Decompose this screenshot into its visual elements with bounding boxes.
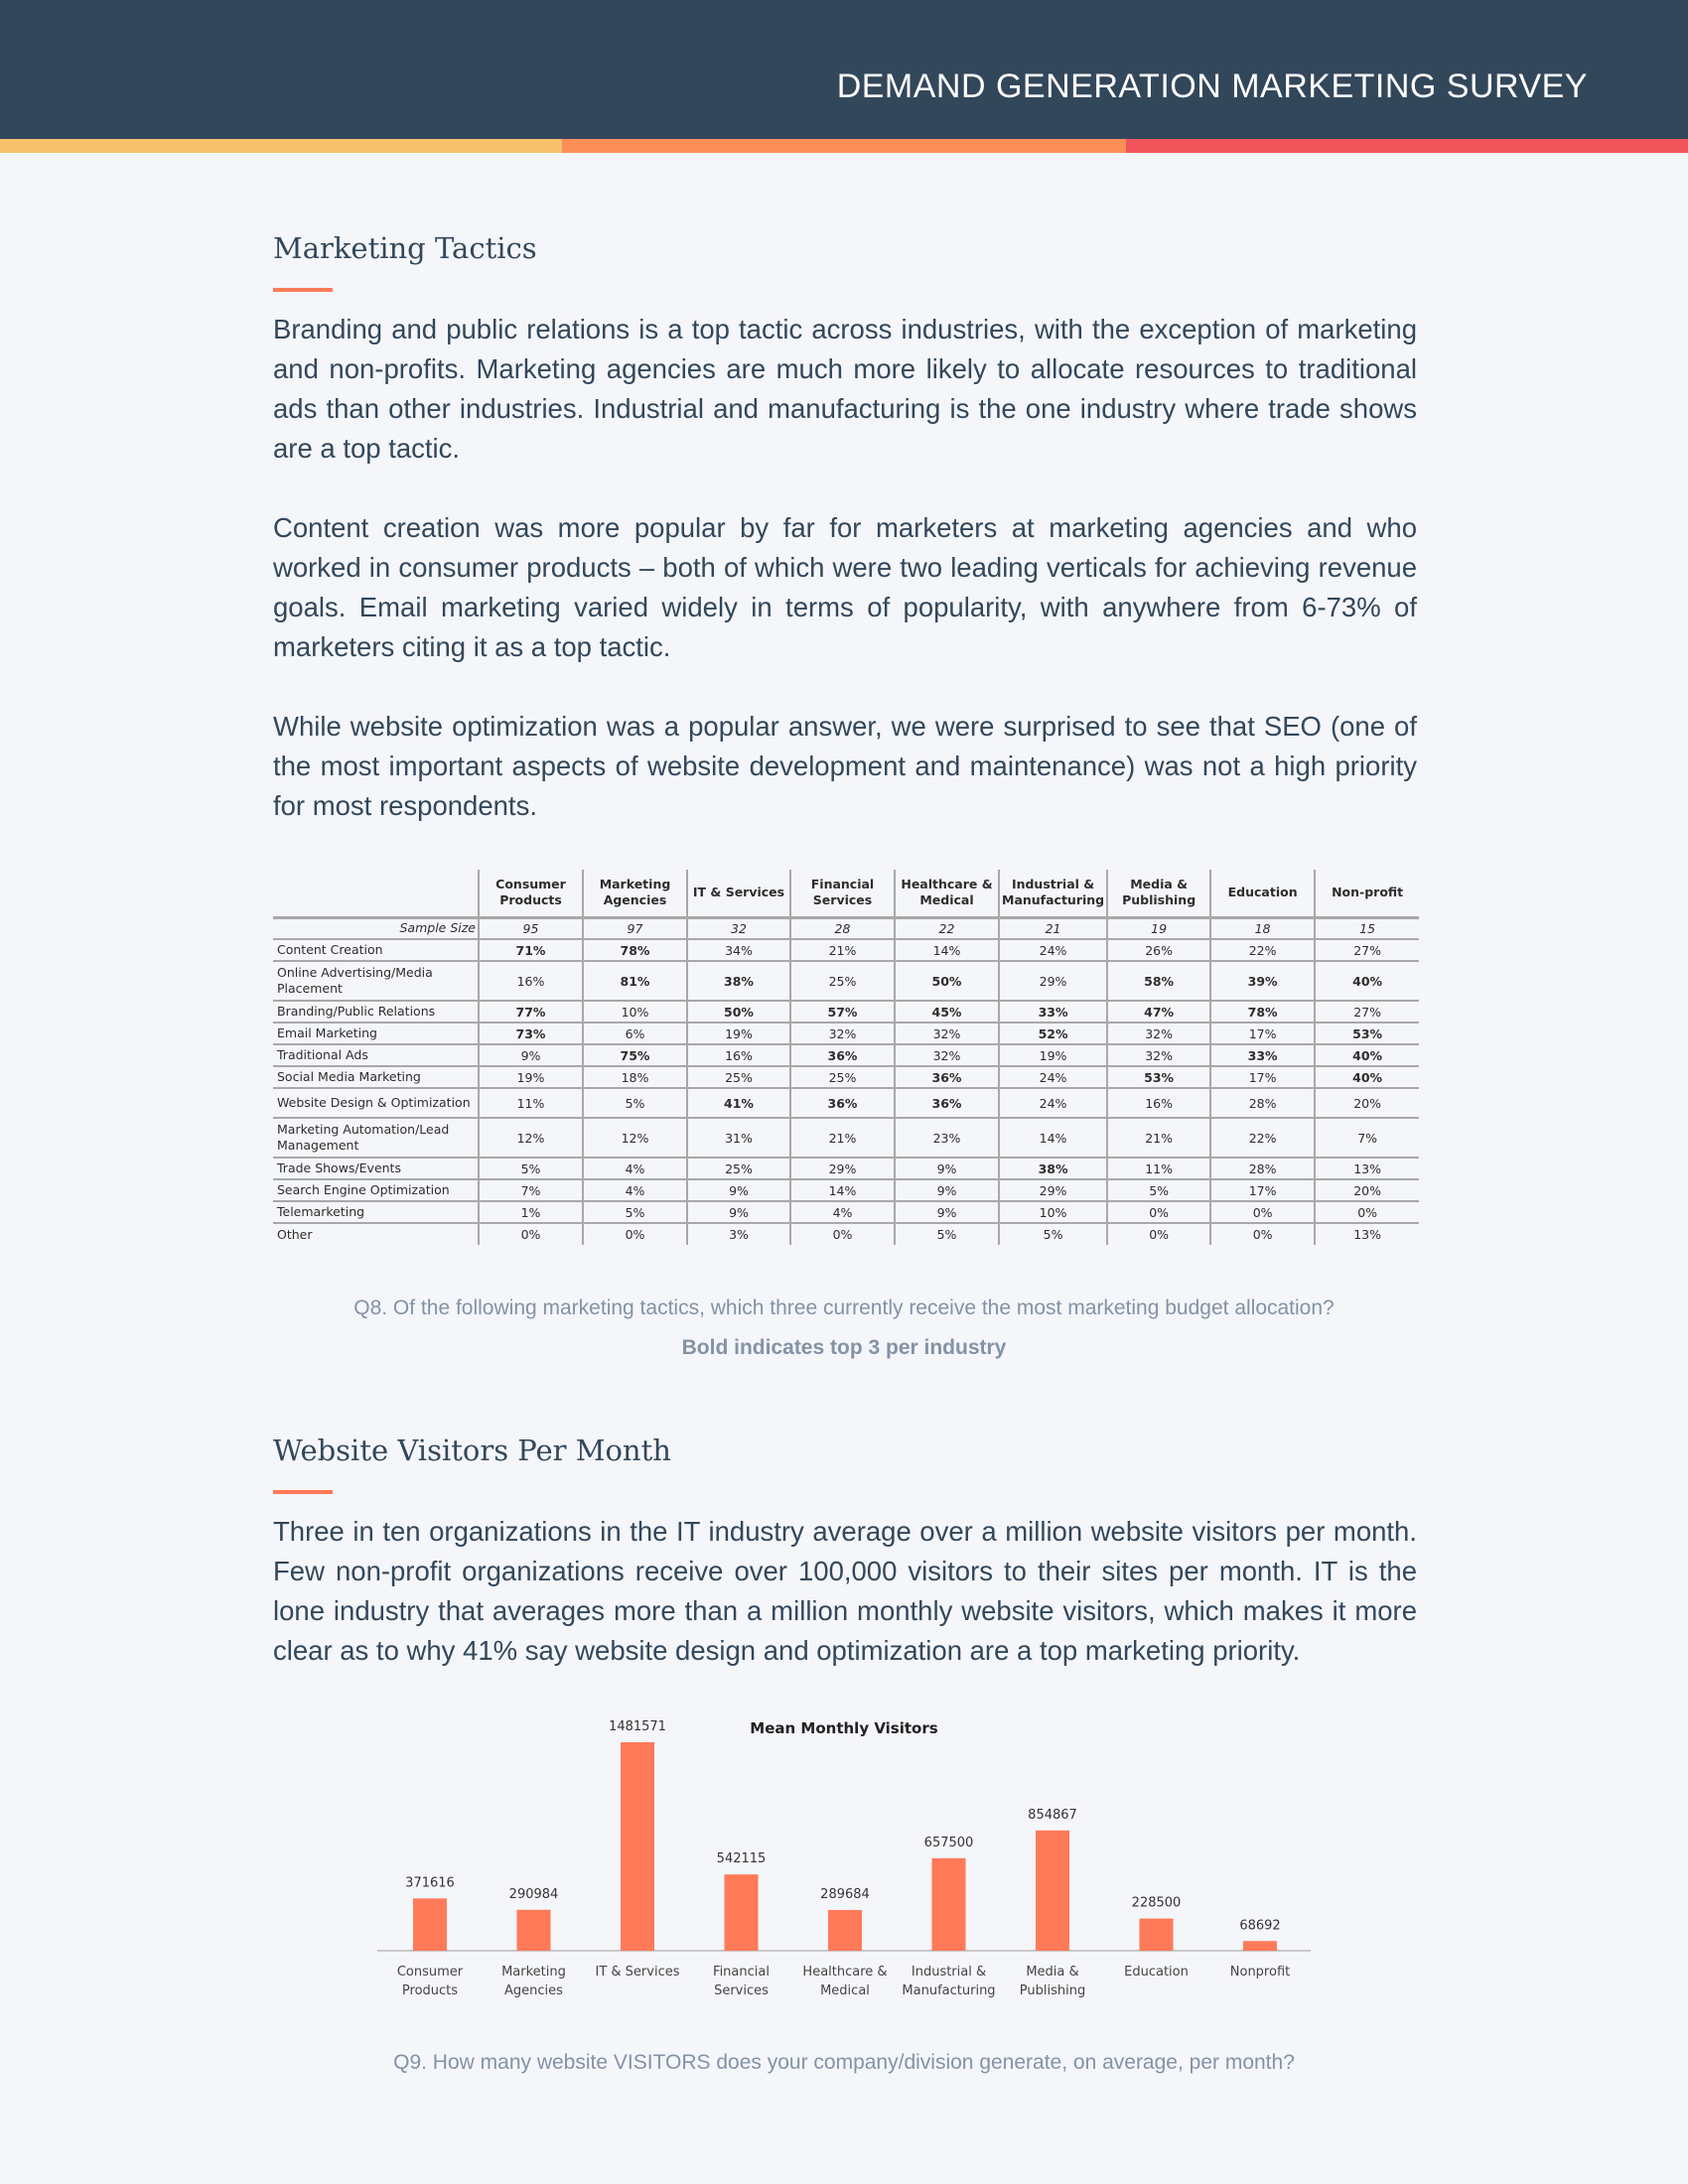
chart-category-label: Services (714, 1983, 769, 1998)
table-cell: 27% (1315, 1001, 1419, 1023)
row-label: Telemarketing (273, 1201, 479, 1223)
table-cell: 11% (1107, 1158, 1210, 1179)
chart-bar (1140, 1919, 1174, 1951)
table-cell: 36% (790, 1088, 895, 1118)
table-header: Industrial & Manufacturing (999, 870, 1107, 917)
chart-category-label: Industrial & (911, 1965, 987, 1979)
header-stripe-red (1126, 139, 1688, 153)
table-cell: 50% (895, 961, 999, 1001)
table-cell: 7% (479, 1179, 583, 1201)
header-title: DEMAND GENERATION MARKETING SURVEY (836, 68, 1588, 105)
table-cell: 25% (687, 1066, 790, 1088)
table-cell: 73% (479, 1023, 583, 1044)
table-cell: 32% (895, 1044, 999, 1066)
table-row (273, 1179, 1419, 1201)
table-cell: 24% (999, 1066, 1107, 1088)
table-caption: Q8. Of the following marketing tactics, which three currently receive the most marketing budget allocation? (353, 1297, 1335, 1319)
table-cell: 12% (479, 1118, 583, 1158)
row-label: Marketing Automation/Lead Management (273, 1118, 479, 1158)
chart-category-label: Agencies (504, 1983, 563, 1998)
chart-caption: Q9. How many website VISITORS does your company/division generate, on average, per month? (393, 2051, 1295, 2074)
row-label: Traditional Ads (273, 1044, 479, 1066)
chart-data-label: 371616 (405, 1875, 455, 1891)
table-row (273, 1118, 1419, 1158)
table-cell: 17% (1210, 1066, 1315, 1088)
chart-category-label: Financial (713, 1965, 770, 1979)
row-label: Other (273, 1223, 479, 1245)
table-cell: 75% (583, 1044, 687, 1066)
visitors-bar-chart (367, 1707, 1321, 2005)
chart-data-label: 68692 (1239, 1918, 1281, 1934)
table-cell: 25% (687, 1158, 790, 1179)
table-row (273, 1201, 1419, 1223)
table-cell: 40% (1315, 1044, 1419, 1066)
table-cell: 11% (479, 1088, 583, 1118)
table-cell: 1% (479, 1201, 583, 1223)
table-cell: 25% (790, 1066, 895, 1088)
table-cell: 0% (1210, 1201, 1315, 1223)
chart-data-label: 854867 (1028, 1807, 1077, 1823)
table-cell: 4% (790, 1201, 895, 1223)
table-cell: 24% (999, 1088, 1107, 1118)
table-cell: 58% (1107, 961, 1210, 1001)
table-cell: 6% (583, 1023, 687, 1044)
table-cell: 0% (1107, 1201, 1210, 1223)
table-note: Bold indicates top 3 per industry (681, 1336, 1007, 1359)
table-cell: 34% (687, 939, 790, 961)
chart-bar (517, 1910, 551, 1951)
table-cell: 22% (1210, 1118, 1315, 1158)
table-cell: 78% (583, 939, 687, 961)
header-stripe-orange (562, 139, 1126, 153)
table-header: Consumer Products (479, 870, 583, 917)
table-cell: 36% (895, 1088, 999, 1118)
paragraph: Content creation was more popular by far for marketers at marketing agencies and who worked in consumer products – both of which were two leading verticals for achieving revenue goals. Email marketing varied widely in terms of popularity, with anywhere from 6-73% of marketers citing it as a top tactic. (273, 512, 1417, 662)
sample-size-row (273, 917, 1419, 939)
paragraph: While website optimization was a popular answer, we were surprised to see that SEO (one of the most important aspects of website development and maintenance) was not a high priority for most respondents. (273, 711, 1417, 821)
row-label: Website Design & Optimization (273, 1088, 479, 1118)
table-cell: 33% (999, 1001, 1107, 1023)
table-cell: 45% (895, 1001, 999, 1023)
table-header: Non-profit (1315, 870, 1419, 917)
table-cell: 9% (895, 1179, 999, 1201)
table-cell: 9% (687, 1201, 790, 1223)
table-cell: 28 (790, 917, 895, 939)
table-cell: 14% (790, 1179, 895, 1201)
chart-title: Mean Monthly Visitors (750, 1719, 938, 1737)
table-cell: 29% (999, 1179, 1107, 1201)
row-label: Branding/Public Relations (273, 1001, 479, 1023)
chart-bar (1036, 1831, 1069, 1951)
table-cell: 21 (999, 917, 1107, 939)
table-cell: 5% (583, 1088, 687, 1118)
table-cell: 81% (583, 961, 687, 1001)
table-cell: 16% (687, 1044, 790, 1066)
table-cell: 0% (1107, 1223, 1210, 1245)
chart-category-label: Medical (820, 1983, 870, 1998)
row-label: Search Engine Optimization (273, 1179, 479, 1201)
table-cell: 3% (687, 1223, 790, 1245)
table-cell: 5% (999, 1223, 1107, 1245)
table-row (273, 1158, 1419, 1179)
paragraph: Three in ten organizations in the IT industry average over a million website visitors per month. Few non-profit organizations receive over 100,000 visitors to their sites per month. IT is the lone industry that averages more than a million monthly website visitors, which makes it more clear as to why 41% say website design and optimization are a top marketing priority. (273, 1516, 1417, 1666)
table-cell: 15 (1315, 917, 1419, 939)
section-title-rule (273, 1490, 333, 1494)
chart-data-label: 290984 (508, 1886, 559, 1902)
table-row (273, 1001, 1419, 1023)
table-cell: 17% (1210, 1179, 1315, 1201)
table-cell: 40% (1315, 961, 1419, 1001)
row-label: Content Creation (273, 939, 479, 961)
table-cell: 20% (1315, 1088, 1419, 1118)
row-label: Sample Size (273, 917, 479, 939)
table-cell: 16% (1107, 1088, 1210, 1118)
table-cell: 26% (1107, 939, 1210, 961)
table-cell: 12% (583, 1118, 687, 1158)
table-cell: 21% (790, 1118, 895, 1158)
table-row (273, 1044, 1419, 1066)
table-cell: 71% (479, 939, 583, 961)
chart-data-label: 542115 (716, 1851, 767, 1867)
chart-bar (621, 1742, 654, 1951)
table-cell: 20% (1315, 1179, 1419, 1201)
table-cell: 78% (1210, 1001, 1315, 1023)
chart-bar (725, 1874, 759, 1951)
table-cell: 0% (1315, 1201, 1419, 1223)
row-label: Trade Shows/Events (273, 1158, 479, 1179)
chart-category-label: Consumer (396, 1965, 464, 1979)
table-cell: 21% (1107, 1118, 1210, 1158)
table-cell: 32 (687, 917, 790, 939)
table-cell: 36% (790, 1044, 895, 1066)
row-label: Email Marketing (273, 1023, 479, 1044)
chart-data-label: 1481571 (609, 1719, 666, 1734)
table-cell: 0% (1210, 1223, 1315, 1245)
table-cell: 47% (1107, 1001, 1210, 1023)
table-cell: 22% (1210, 939, 1315, 961)
page-header (0, 0, 1688, 139)
table-cell: 19% (479, 1066, 583, 1088)
table-cell: 39% (1210, 961, 1315, 1001)
table-cell: 5% (895, 1223, 999, 1245)
table-header: IT & Services (687, 870, 790, 917)
chart-category-label: Marketing (501, 1965, 566, 1979)
table-cell: 53% (1315, 1023, 1419, 1044)
table-cell: 0% (479, 1223, 583, 1245)
chart-category-label: Nonprofit (1229, 1965, 1291, 1979)
table-cell: 38% (687, 961, 790, 1001)
table-cell: 32% (790, 1023, 895, 1044)
table-cell: 50% (687, 1001, 790, 1023)
table-cell: 4% (583, 1158, 687, 1179)
section-title-website-visitors: Website Visitors Per Month (273, 1433, 671, 1467)
chart-bar (828, 1910, 862, 1951)
table-header: Healthcare & Medical (895, 870, 999, 917)
table-cell: 5% (583, 1201, 687, 1223)
table-header-corner (273, 870, 479, 917)
table-cell: 27% (1315, 939, 1419, 961)
table-cell: 19 (1107, 917, 1210, 939)
table-cell: 9% (895, 1158, 999, 1179)
table-cell: 28% (1210, 1088, 1315, 1118)
table-cell: 7% (1315, 1118, 1419, 1158)
chart-data-label: 657500 (923, 1835, 974, 1850)
table-cell: 10% (583, 1001, 687, 1023)
table-cell: 77% (479, 1001, 583, 1023)
table-cell: 31% (687, 1118, 790, 1158)
table-cell: 17% (1210, 1023, 1315, 1044)
table-cell: 9% (687, 1179, 790, 1201)
table-row (273, 961, 1419, 1001)
table-cell: 28% (1210, 1158, 1315, 1179)
table-cell: 9% (479, 1044, 583, 1066)
table-cell: 38% (999, 1158, 1107, 1179)
table-cell: 19% (999, 1044, 1107, 1066)
chart-data-label: 228500 (1131, 1895, 1182, 1911)
table-cell: 5% (479, 1158, 583, 1179)
table-cell: 18% (583, 1066, 687, 1088)
table-cell: 29% (999, 961, 1107, 1001)
table-cell: 24% (999, 939, 1107, 961)
chart-bar (932, 1858, 966, 1951)
table-cell: 9% (895, 1201, 999, 1223)
section-title-marketing-tactics: Marketing Tactics (273, 231, 537, 265)
row-label: Online Advertising/Media Placement (273, 961, 479, 1001)
table-cell: 33% (1210, 1044, 1315, 1066)
table-cell: 14% (999, 1118, 1107, 1158)
table-header: Financial Services (790, 870, 895, 917)
table-header-row (273, 870, 1419, 917)
table-row (273, 1223, 1419, 1245)
table-cell: 0% (583, 1223, 687, 1245)
table-cell: 53% (1107, 1066, 1210, 1088)
table-cell: 21% (790, 939, 895, 961)
table-cell: 57% (790, 1001, 895, 1023)
chart-bar (413, 1898, 447, 1951)
table-row (273, 1023, 1419, 1044)
table-cell: 23% (895, 1118, 999, 1158)
chart-category-label: Publishing (1019, 1983, 1086, 1998)
chart-category-label: Education (1124, 1965, 1189, 1979)
table-cell: 97 (583, 917, 687, 939)
table-cell: 13% (1315, 1223, 1419, 1245)
chart-category-label: Healthcare & (802, 1965, 888, 1979)
section-title-rule (273, 288, 333, 292)
chart-category-label: Products (401, 1983, 459, 1998)
table-cell: 32% (1107, 1023, 1210, 1044)
table-cell: 32% (1107, 1044, 1210, 1066)
chart-category-label: Media & (1026, 1965, 1079, 1979)
table-row (273, 1088, 1419, 1118)
table-cell: 40% (1315, 1066, 1419, 1088)
table-header: Media & Publishing (1107, 870, 1210, 917)
table-cell: 52% (999, 1023, 1107, 1044)
table-row (273, 939, 1419, 961)
table-cell: 29% (790, 1158, 895, 1179)
paragraph: Branding and public relations is a top tactic across industries, with the exception of marketing and non-profits. Marketing agencies are much more likely to allocate resources to traditional ads than other industries. Industrial and manufacturing is the one industry where trade shows are a top tactic. (273, 314, 1417, 464)
table-cell: 22 (895, 917, 999, 939)
table-cell: 13% (1315, 1158, 1419, 1179)
chart-bar (1243, 1941, 1277, 1951)
row-label: Social Media Marketing (273, 1066, 479, 1088)
table-cell: 18 (1210, 917, 1315, 939)
table-header: Education (1210, 870, 1315, 917)
table-cell: 4% (583, 1179, 687, 1201)
table-cell: 41% (687, 1088, 790, 1118)
tactics-table (273, 870, 1419, 1245)
table-cell: 19% (687, 1023, 790, 1044)
table-cell: 0% (790, 1223, 895, 1245)
chart-category-label: Manufacturing (902, 1983, 996, 1998)
table-cell: 14% (895, 939, 999, 961)
table-cell: 10% (999, 1201, 1107, 1223)
header-stripe-yellow (0, 139, 562, 153)
table-cell: 25% (790, 961, 895, 1001)
table-cell: 32% (895, 1023, 999, 1044)
table-cell: 36% (895, 1066, 999, 1088)
table-header: Marketing Agencies (583, 870, 687, 917)
table-cell: 16% (479, 961, 583, 1001)
chart-data-label: 289684 (820, 1886, 870, 1902)
table-cell: 95 (479, 917, 583, 939)
table-cell: 5% (1107, 1179, 1210, 1201)
chart-category-label: IT & Services (595, 1965, 680, 1979)
table-row (273, 1066, 1419, 1088)
